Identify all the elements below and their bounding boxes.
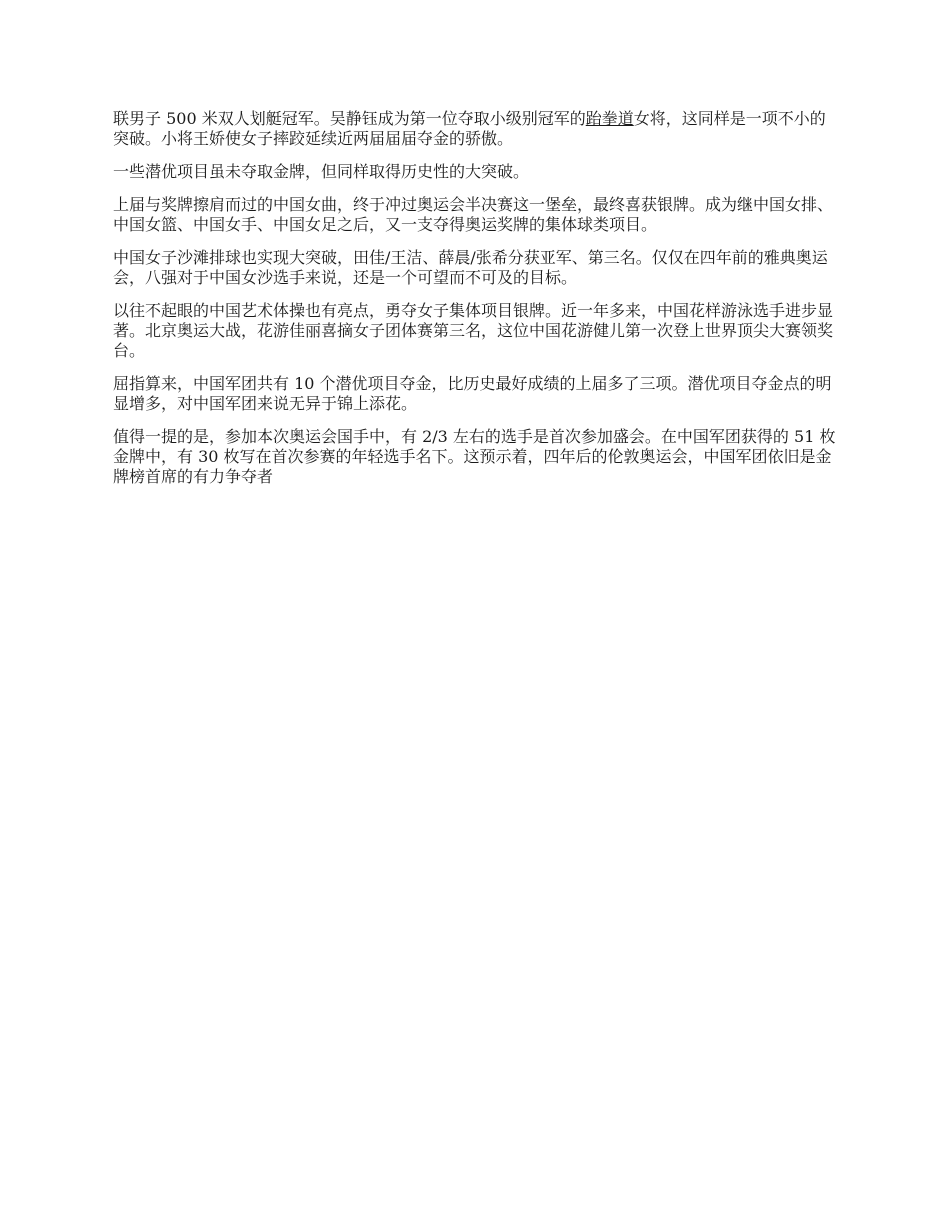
paragraph-4: 中国女子沙滩排球也实现大突破，田佳/王洁、薛晨/张希分获亚军、第三名。仅仅在四年前的雅典奥运会，八强对于中国女沙选手来说，还是一个可望而不可及的目标。 <box>113 248 828 287</box>
paragraph-2: 一些潜优项目虽未夺取金牌，但同样取得历史性的大突破。 <box>113 162 530 181</box>
paragraph-6: 屈指算来，中国军团共有 10 个潜优项目夺金，比历史最好成绩的上届多了三项。潜优项目夺金点的明显增多，对中国军团来说无异于锦上添花。 <box>113 374 832 413</box>
paragraph-1-text-before: 联男子 500 米双人划艇冠军。吴静钰成为第一位夺取小级别冠军的 <box>113 109 586 128</box>
document-body <box>113 109 838 500</box>
paragraph-1-text-after: 女将，这同样是一项不小的突破。小将王娇使女子摔跤延续近两届届届夺金的骄傲。 <box>113 109 826 148</box>
paragraph-3: 上届与奖牌擦肩而过的中国女曲，终于冲过奥运会半决赛这一堡垒，最终喜获银牌。成为继中国女排、中国女篮、中国女手、中国女足之后，又一支夺得奥运奖牌的集体球类项目。 <box>113 195 834 234</box>
paragraph-1 <box>113 109 838 149</box>
paragraph-5: 以往不起眼的中国艺术体操也有亮点，勇夺女子集体项目银牌。近一年多来，中国花样游泳选手进步显著。北京奥运大战，花游佳丽喜摘女子团体赛第三名，这位中国花游健儿第一次登上世界顶尖大赛领奖台。 <box>113 301 834 360</box>
taekwondo-link[interactable]: 跆拳道 <box>585 109 634 128</box>
paragraph-7: 值得一提的是，参加本次奥运会国手中，有 2/3 左右的选手是首次参加盛会。在中国军团获得的 51 枚金牌中，有 30 枚写在首次参赛的年轻选手名下。这预示着，四年后的伦敦奥运会，中国军团依旧是金牌榜首席的有力争夺者 <box>113 427 836 486</box>
